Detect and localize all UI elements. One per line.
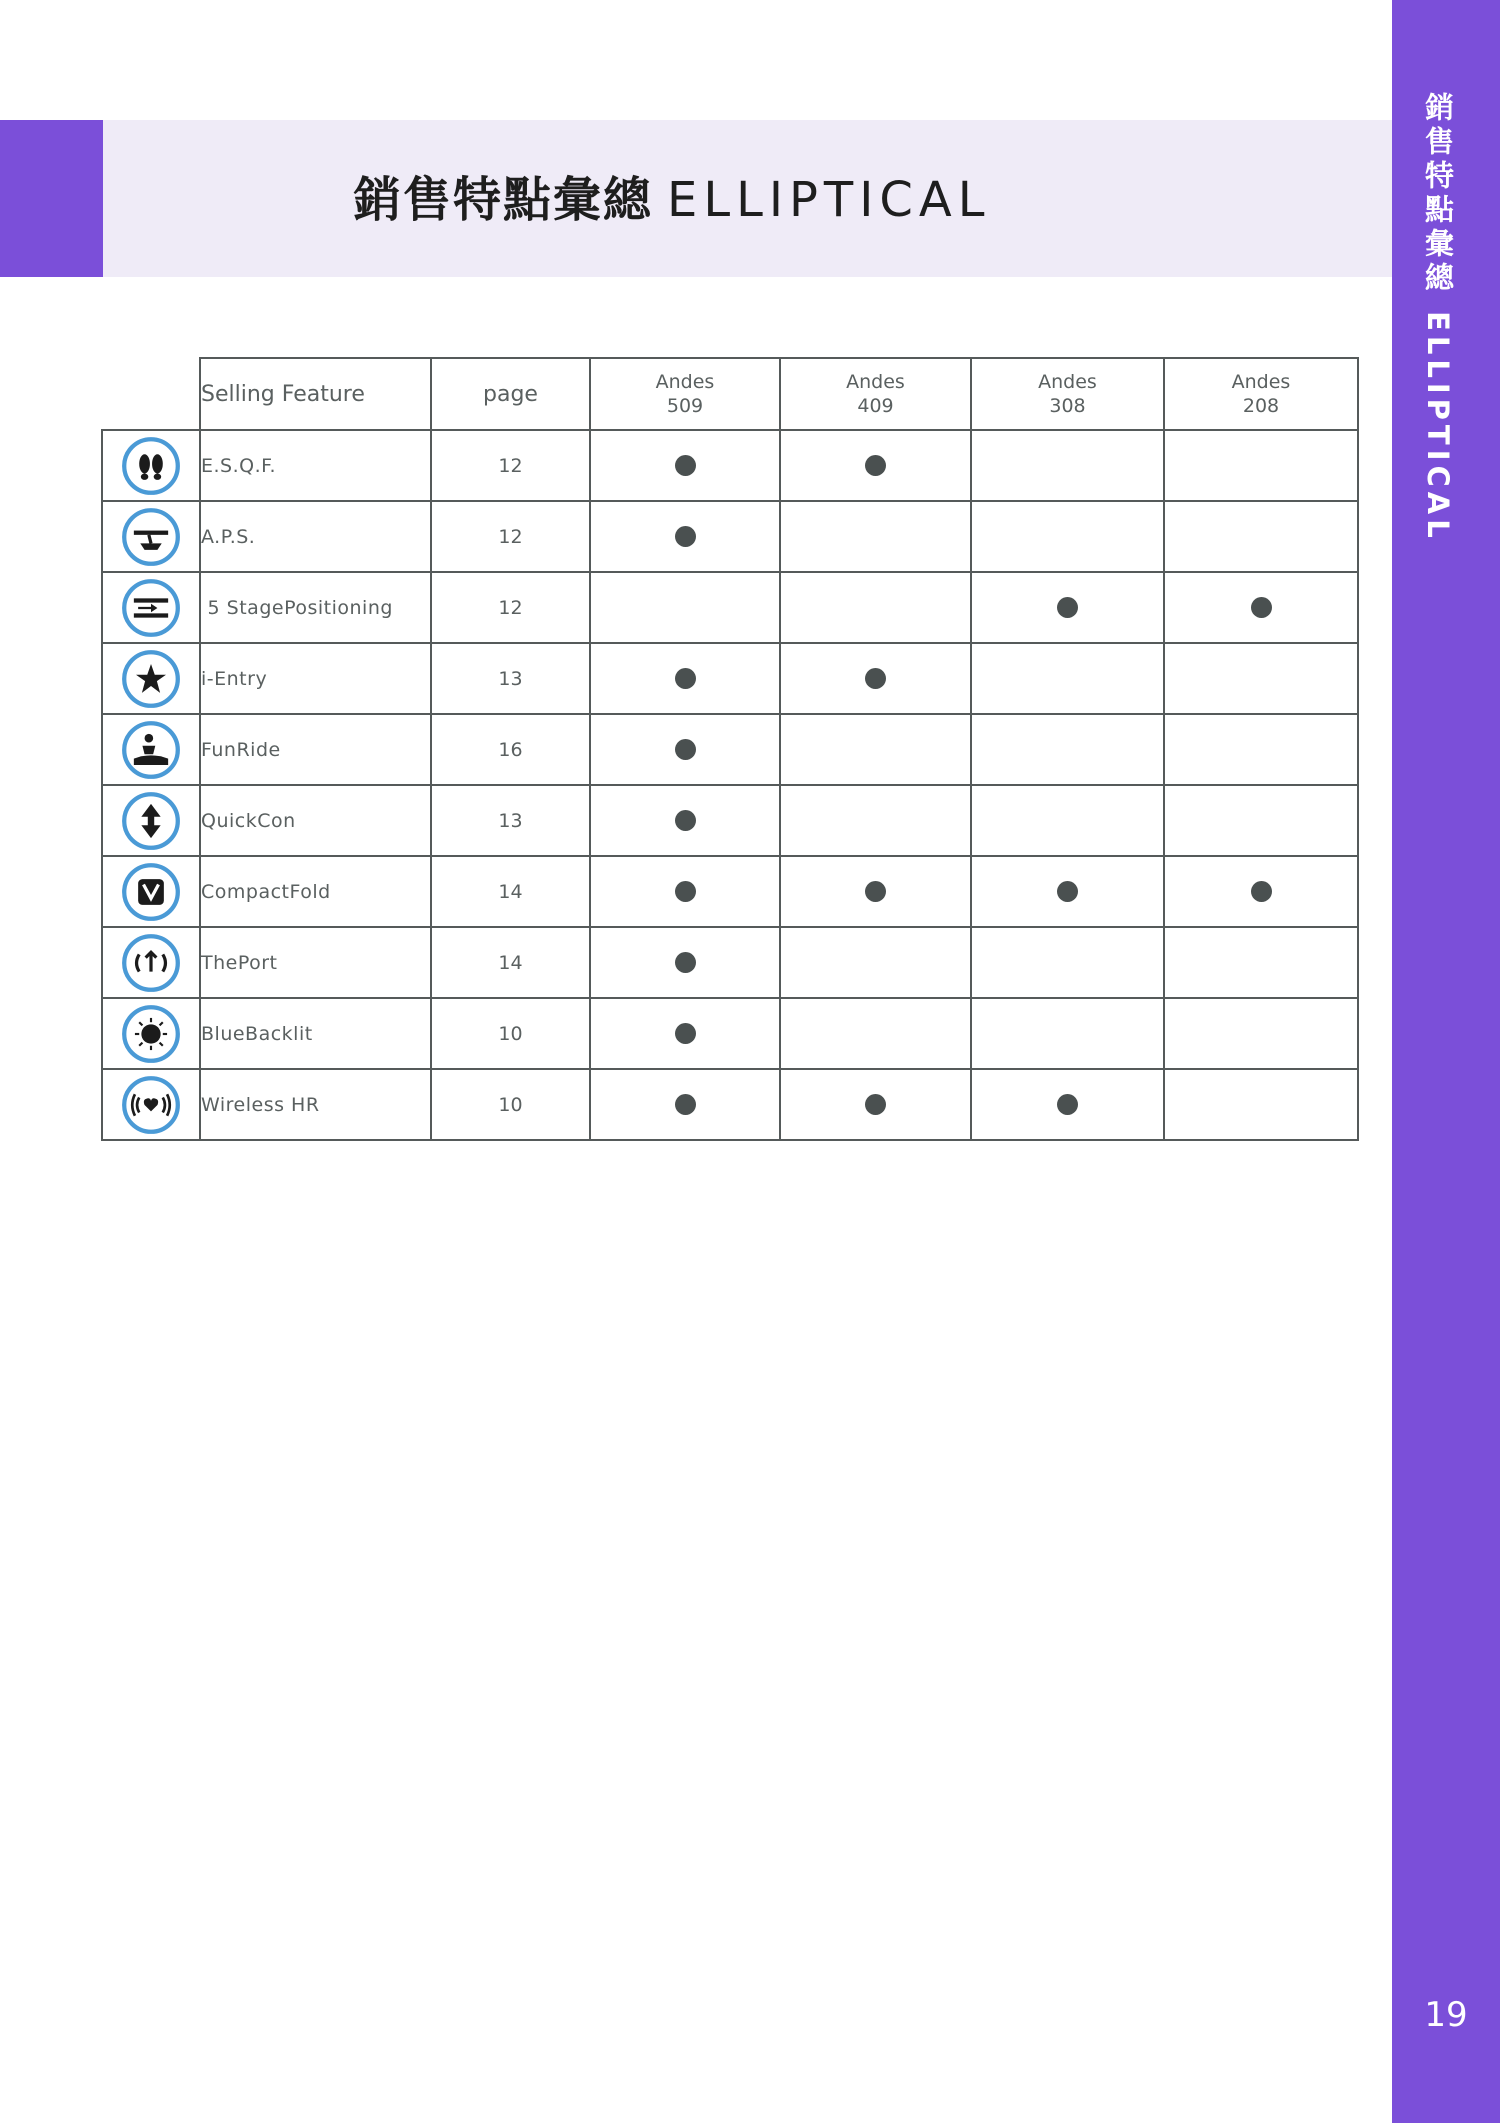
availability-cell (1164, 643, 1358, 714)
feature-name: BlueBacklit (200, 998, 431, 1069)
adjustable-pedal-icon (121, 507, 181, 567)
feature-icon-cell (102, 856, 200, 927)
availability-cell (971, 927, 1164, 998)
availability-dot (675, 810, 696, 831)
availability-dot (675, 455, 696, 476)
table-row (102, 927, 1358, 998)
availability-cell (971, 643, 1164, 714)
table-row (102, 785, 1358, 856)
availability-cell (971, 572, 1164, 643)
page-number: 19 (1424, 1995, 1468, 2035)
feature-page: 10 (431, 1069, 590, 1140)
availability-dot (675, 739, 696, 760)
header-model-409: Andes 409 (780, 358, 971, 430)
footprints-icon (121, 436, 181, 496)
availability-cell (590, 714, 780, 785)
header-model-308: Andes 308 (971, 358, 1164, 430)
table-row (102, 856, 1358, 927)
availability-cell (1164, 572, 1358, 643)
feature-page: 12 (431, 572, 590, 643)
availability-cell (971, 430, 1164, 501)
availability-dot (1251, 881, 1272, 902)
feature-name: CompactFold (200, 856, 431, 927)
availability-cell (590, 927, 780, 998)
table-row (102, 501, 1358, 572)
availability-cell (971, 714, 1164, 785)
feature-icon-cell (102, 430, 200, 501)
table-row (102, 714, 1358, 785)
feature-page: 14 (431, 927, 590, 998)
feature-icon-cell (102, 714, 200, 785)
availability-cell (971, 998, 1164, 1069)
feature-name: FunRide (200, 714, 431, 785)
feature-icon-cell (102, 643, 200, 714)
feature-name: Wireless HR (200, 1069, 431, 1140)
backlight-icon (121, 1004, 181, 1064)
availability-cell (1164, 856, 1358, 927)
header-model-208: Andes 208 (1164, 358, 1358, 430)
table-row (102, 572, 1358, 643)
availability-cell (971, 785, 1164, 856)
availability-cell (780, 998, 971, 1069)
availability-cell (971, 856, 1164, 927)
header-model-509: Andes 509 (590, 358, 780, 430)
feature-comparison-table (101, 357, 1359, 1141)
feature-page: 10 (431, 998, 590, 1069)
stage-positioning-icon (121, 578, 181, 638)
compact-fold-icon (121, 862, 181, 922)
availability-cell (1164, 927, 1358, 998)
feature-name: E.S.Q.F. (200, 430, 431, 501)
availability-cell (1164, 785, 1358, 856)
header-accent (0, 120, 103, 277)
feature-page: 12 (431, 501, 590, 572)
feature-page: 13 (431, 643, 590, 714)
availability-cell (780, 572, 971, 643)
availability-cell (590, 998, 780, 1069)
table-row (102, 998, 1358, 1069)
availability-cell (590, 856, 780, 927)
availability-dot (1057, 1094, 1078, 1115)
availability-cell (590, 1069, 780, 1140)
availability-dot (675, 1094, 696, 1115)
availability-cell (1164, 501, 1358, 572)
availability-dot (675, 526, 696, 547)
availability-cell (780, 785, 971, 856)
up-down-arrows-icon (121, 791, 181, 851)
availability-cell (780, 1069, 971, 1140)
availability-cell (590, 572, 780, 643)
availability-dot (865, 668, 886, 689)
feature-page: 14 (431, 856, 590, 927)
feature-name: A.P.S. (200, 501, 431, 572)
availability-dot (865, 1094, 886, 1115)
availability-cell (780, 430, 971, 501)
rider-icon (121, 720, 181, 780)
availability-cell (780, 856, 971, 927)
page-title-en: ELLIPTICAL (667, 172, 991, 228)
availability-dot (1057, 597, 1078, 618)
feature-icon-cell (102, 998, 200, 1069)
availability-dot (865, 455, 886, 476)
feature-icon-cell (102, 785, 200, 856)
port-icon (121, 933, 181, 993)
header-blank-cell (102, 358, 200, 430)
table-row (102, 430, 1358, 501)
feature-name: QuickCon (200, 785, 431, 856)
availability-cell (590, 430, 780, 501)
side-vertical-title: 銷售特點彙總 ELLIPTICAL (1421, 92, 1455, 543)
feature-page: 12 (431, 430, 590, 501)
feature-name: ThePort (200, 927, 431, 998)
wireless-heart-rate-icon (121, 1075, 181, 1135)
availability-dot (1251, 597, 1272, 618)
feature-name: 5 StagePositioning (200, 572, 431, 643)
feature-icon-cell (102, 501, 200, 572)
availability-cell (780, 714, 971, 785)
header-page: page (431, 358, 590, 430)
feature-icon-cell (102, 927, 200, 998)
availability-dot (865, 881, 886, 902)
availability-cell (590, 643, 780, 714)
availability-dot (675, 952, 696, 973)
availability-dot (675, 668, 696, 689)
page-title-zh: 銷售特點彙總 (353, 172, 654, 228)
availability-cell (590, 785, 780, 856)
star-person-icon (121, 649, 181, 709)
table-row (102, 1069, 1358, 1140)
availability-cell (971, 501, 1164, 572)
availability-cell (1164, 714, 1358, 785)
table-header-row (102, 358, 1358, 430)
availability-cell (971, 1069, 1164, 1140)
availability-cell (1164, 998, 1358, 1069)
availability-cell (780, 643, 971, 714)
table-row (102, 643, 1358, 714)
availability-cell (1164, 430, 1358, 501)
feature-page: 16 (431, 714, 590, 785)
feature-icon-cell (102, 572, 200, 643)
availability-cell (780, 927, 971, 998)
availability-dot (1057, 881, 1078, 902)
page-title (353, 170, 991, 230)
availability-cell (780, 501, 971, 572)
feature-name: i-Entry (200, 643, 431, 714)
availability-cell (590, 501, 780, 572)
feature-page: 13 (431, 785, 590, 856)
availability-dot (675, 881, 696, 902)
availability-cell (1164, 1069, 1358, 1140)
availability-dot (675, 1023, 696, 1044)
feature-icon-cell (102, 1069, 200, 1140)
header-selling-feature: Selling Feature (200, 358, 431, 430)
